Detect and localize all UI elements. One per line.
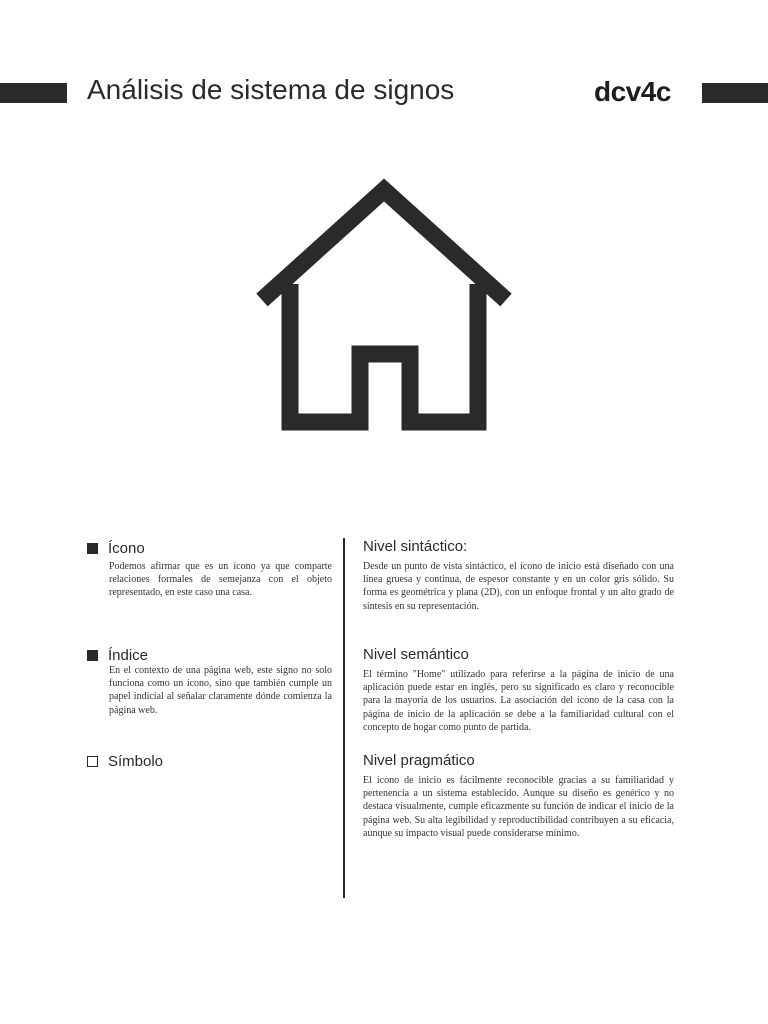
category-label: Ícono: [108, 539, 145, 557]
column-divider: [343, 538, 345, 898]
category-text: Podemos afirmar que es un ícono ya que comparte relaciones formales de semejanza con el objeto representado, en este caso una casa.: [109, 561, 332, 599]
brand-logo: dcv4c: [594, 76, 671, 107]
level-sintactico: [363, 537, 674, 613]
header-bar-right: [702, 83, 768, 103]
outline-square-icon: [87, 756, 98, 767]
category-indice: [87, 645, 332, 717]
category-label: Índice: [108, 646, 149, 664]
category-text: En el contexto de una página web, este signo no solo funciona como un ícono, sino que también cumple un papel indicial al señalar claramente dónde comienza la página web.: [109, 665, 332, 716]
level-title: Nivel sintáctico:: [363, 538, 468, 555]
level-semantico: [363, 645, 674, 734]
category-label: Símbolo: [108, 752, 164, 770]
level-pragmatico: [363, 751, 674, 840]
category-icono: [87, 538, 332, 600]
home-icon: [252, 176, 516, 436]
level-text: El ícono de inicio es fácilmente reconocible gracias a su familiaridad y pertenencia a un sistema establecido. Aunque su diseño es genérico y no destaca visualmente, cumple eficazmente su función de indicar el inicio de la página web. Su alta legibilidad y reproductibilidad contribuyen a su eficacia, aunque su impacto visual puede considerarse mínimo.: [363, 775, 674, 839]
filled-square-icon: [87, 650, 98, 661]
header-bar-left: [0, 83, 67, 103]
level-text: El término "Home" utilizado para referirse a la página de inicio de una aplicación puede estar en inglés, pero su significado es claro y reconocible para la mayoría de los usuarios. La asociación del ícono de la casa con la página de inicio de la aplicación se debe a la familiaridad cultural con el concepto de hogar como punto de partida.: [363, 669, 674, 733]
level-title: Nivel semántico: [363, 646, 469, 663]
level-text: Desde un punto de vista sintáctico, el ícono de inicio está diseñado con una línea gruesa y continua, de espesor constante y en un color gris sólido. Su forma es geométrica y plana (2D), con un enfoque frontal y un alto grado de síntesis en su representación.: [363, 561, 674, 612]
level-title: Nivel pragmático: [363, 752, 475, 769]
category-simbolo: [87, 751, 332, 771]
filled-square-icon: [87, 543, 98, 554]
page-title: Análisis de sistema de signos: [87, 74, 455, 105]
